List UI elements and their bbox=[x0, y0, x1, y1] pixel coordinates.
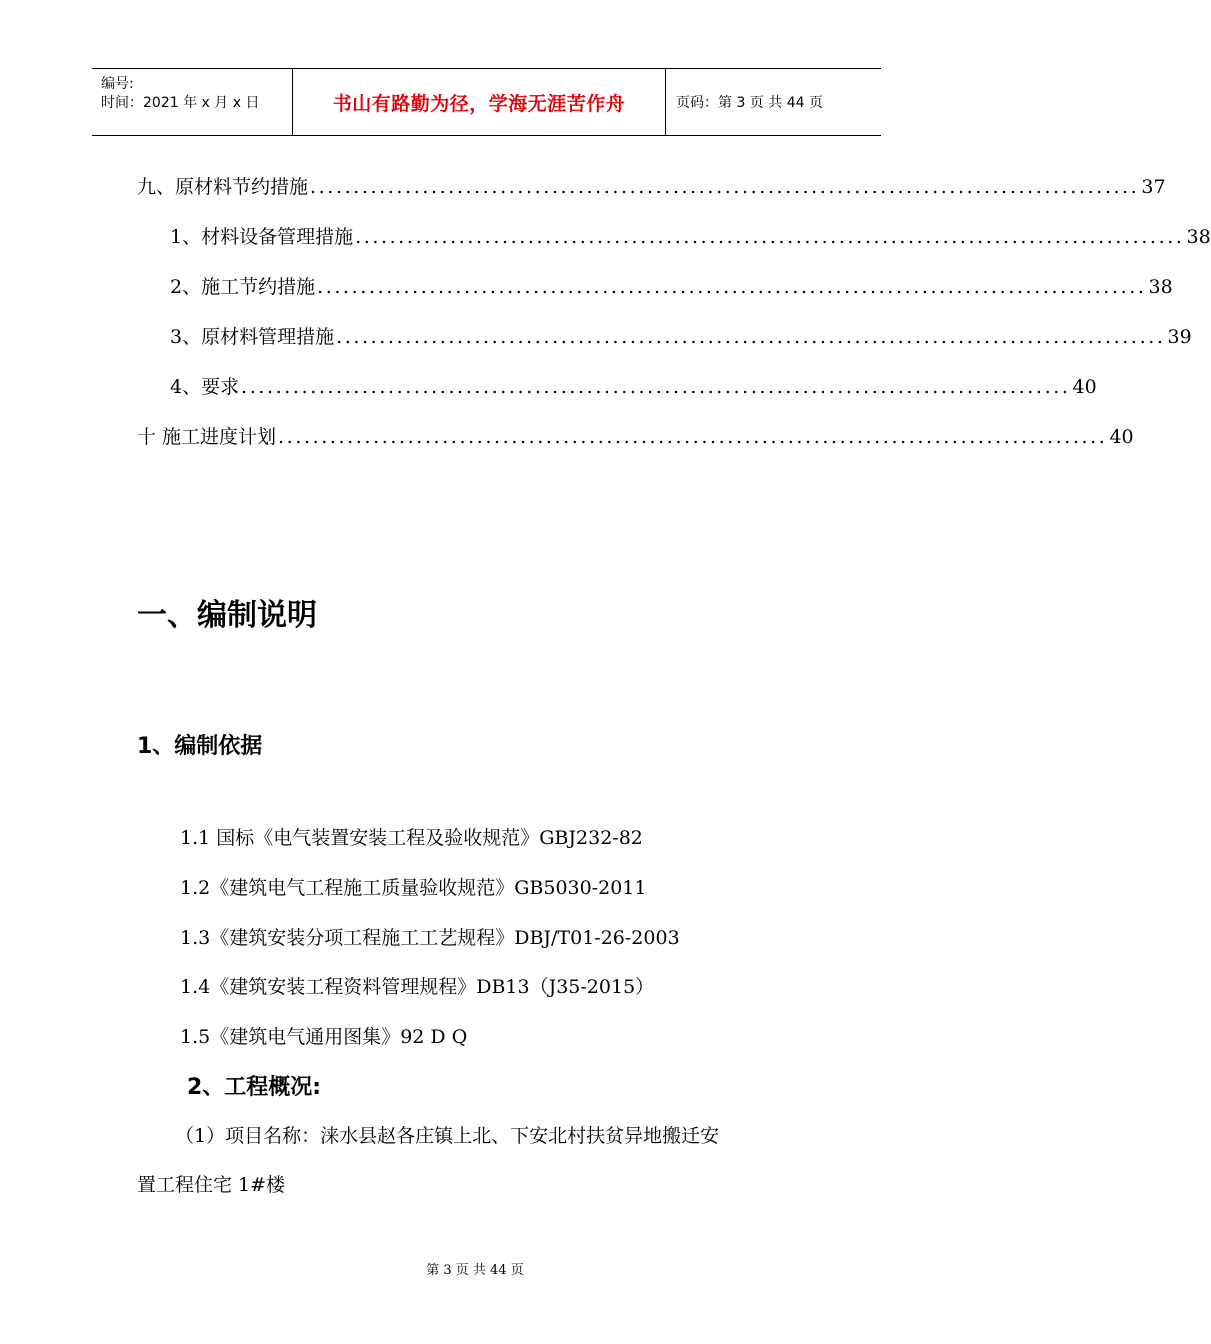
toc-entry-title: 1、材料设备管理措施 bbox=[170, 226, 354, 248]
toc-entry[interactable] bbox=[137, 172, 1166, 198]
toc-entry-page: 38 bbox=[1186, 226, 1211, 248]
subsection-heading: 2、工程概况: bbox=[187, 1075, 322, 1100]
subsection-heading: 1、编制依据 bbox=[137, 734, 263, 759]
reference-item: 1.1 国标《电气装置安装工程及验收规范》GBJ232-82 bbox=[180, 827, 643, 849]
toc-leader-dots: ................................................................................................ bbox=[278, 426, 1108, 448]
header-page-info: 页码：第 3 页 共 44 页 bbox=[676, 95, 823, 111]
toc-leader-dots: ................................................................................................ bbox=[317, 276, 1147, 298]
paragraph-line: 置工程住宅 1#楼 bbox=[137, 1174, 286, 1196]
toc-entry[interactable] bbox=[170, 322, 1192, 348]
toc-entry-title: 4、要求 bbox=[170, 376, 240, 398]
toc-entry-page: 38 bbox=[1148, 276, 1173, 298]
toc-entry-page: 39 bbox=[1167, 326, 1192, 348]
header-meta bbox=[92, 69, 293, 135]
toc-leader-dots: ................................................................................................ bbox=[336, 326, 1166, 348]
paragraph-line: （1）项目名称：涞水县赵各庄镇上北、下安北村扶贫异地搬迁安 bbox=[175, 1125, 720, 1147]
toc-leader-dots: ................................................................................................ bbox=[310, 176, 1140, 198]
page-header bbox=[92, 68, 881, 136]
reference-item: 1.5《建筑电气通用图集》92 D Q bbox=[180, 1026, 468, 1048]
toc-entry-page: 40 bbox=[1109, 426, 1134, 448]
reference-item: 1.4《建筑安装工程资料管理规程》DB13（J35-2015） bbox=[180, 976, 655, 998]
toc-entry[interactable] bbox=[170, 272, 1173, 298]
toc-entry-title: 3、原材料管理措施 bbox=[170, 326, 335, 348]
toc-entry-title: 九、原材料节约措施 bbox=[137, 176, 309, 198]
header-motto: 书山有路勤为径，学海无涯苦作舟 bbox=[293, 69, 666, 135]
toc-leader-dots: ................................................................................................ bbox=[355, 226, 1185, 248]
toc-entry-title: 2、施工节约措施 bbox=[170, 276, 316, 298]
page-footer: 第 3 页 共 44 页 bbox=[426, 1263, 524, 1278]
reference-item: 1.3《建筑安装分项工程施工工艺规程》DBJ/T01-26-2003 bbox=[180, 927, 680, 949]
toc-entry-page: 37 bbox=[1141, 176, 1166, 198]
reference-item: 1.2《建筑电气工程施工质量验收规范》GB5030-2011 bbox=[180, 877, 647, 899]
project-overview-paragraph bbox=[137, 1112, 837, 1210]
section-heading: 一、编制说明 bbox=[137, 598, 317, 633]
toc-entry[interactable] bbox=[170, 372, 1097, 398]
toc-entry[interactable] bbox=[170, 222, 1211, 248]
time-label: 时间：2021 年 x 月 x 日 bbox=[101, 95, 260, 111]
number-label: 编号: bbox=[101, 76, 134, 92]
toc-entry[interactable] bbox=[137, 422, 1134, 448]
toc-leader-dots: ................................................................................................ bbox=[241, 376, 1071, 398]
toc-entry-title: 十 施工进度计划 bbox=[137, 426, 277, 448]
toc-entry-page: 40 bbox=[1072, 376, 1097, 398]
